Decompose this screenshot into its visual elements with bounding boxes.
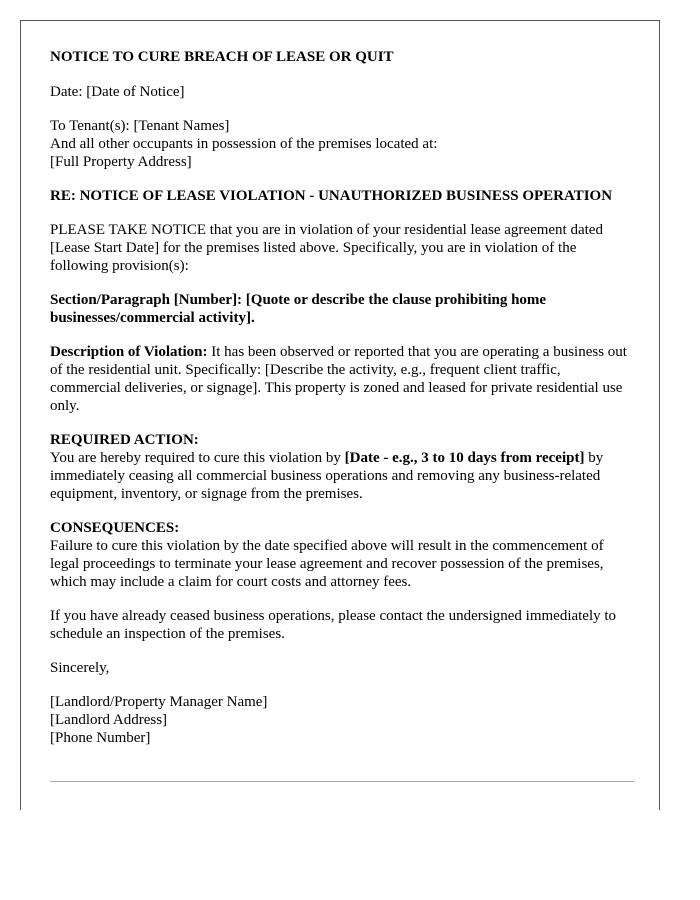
required-action-text — [50, 449, 635, 503]
notice-body — [50, 48, 635, 747]
violation-text: It has been observed or reported that you are operating a business out of the residential unit. Specifically: [Describe the activity, e.g., frequent client traffic, commercial deliveries, or signage]. This property is zoned and leased for private residential use only. — [50, 344, 627, 414]
re-line: RE: NOTICE OF LEASE VIOLATION - UNAUTHORIZED BUSINESS OPERATION — [50, 188, 613, 204]
ceased-paragraph: If you have already ceased business operations, please contact the undersigned immediately to schedule an inspection of the premises. — [50, 608, 617, 642]
required-post: by immediately ceasing all commercial business operations and removing any business-related equipment, inventory, or signage from the premises. — [50, 450, 604, 502]
consequences-heading: CONSEQUENCES: — [50, 520, 180, 536]
closing-line: Sincerely, — [50, 660, 110, 676]
consequences-block — [50, 519, 635, 591]
occupants-line: And all other occupants in possession of the premises located at: — [50, 136, 438, 152]
section-paragraph: Section/Paragraph [Number]: [Quote or describe the clause prohibiting home businesses/commercial activity]. — [50, 292, 547, 326]
intro-paragraph: PLEASE TAKE NOTICE that you are in violation of your residential lease agreement dated [Lease Start Date] for the premises listed above. Specifically, you are in violation of the following provision(s): — [50, 222, 603, 274]
required-action-heading: REQUIRED ACTION: — [50, 432, 199, 448]
date-line: Date: [Date of Notice] — [50, 84, 185, 100]
consequences-text: Failure to cure this violation by the date specified above will result in the commencement of legal proceedings to terminate your lease agreement and recover possession of the premises, which may include a claim for court costs and attorney fees. — [50, 538, 604, 590]
document-page — [20, 20, 660, 810]
address-line: [Full Property Address] — [50, 154, 192, 170]
required-action-block — [50, 431, 635, 503]
footer-divider — [50, 781, 634, 782]
violation-paragraph — [50, 343, 635, 415]
signer-address: [Landlord Address] — [50, 712, 168, 728]
violation-label: Description of Violation: — [50, 344, 208, 360]
required-pre: You are hereby required to cure this violation by — [50, 450, 345, 466]
signer-phone: [Phone Number] — [50, 730, 151, 746]
signature-block — [50, 693, 635, 747]
tenant-line: To Tenant(s): [Tenant Names] — [50, 118, 230, 134]
notice-title: NOTICE TO CURE BREACH OF LEASE OR QUIT — [50, 49, 394, 65]
required-date: [Date - e.g., 3 to 10 days from receipt] — [344, 450, 585, 466]
recipient-block — [50, 117, 635, 171]
signer-name: [Landlord/Property Manager Name] — [50, 694, 268, 710]
